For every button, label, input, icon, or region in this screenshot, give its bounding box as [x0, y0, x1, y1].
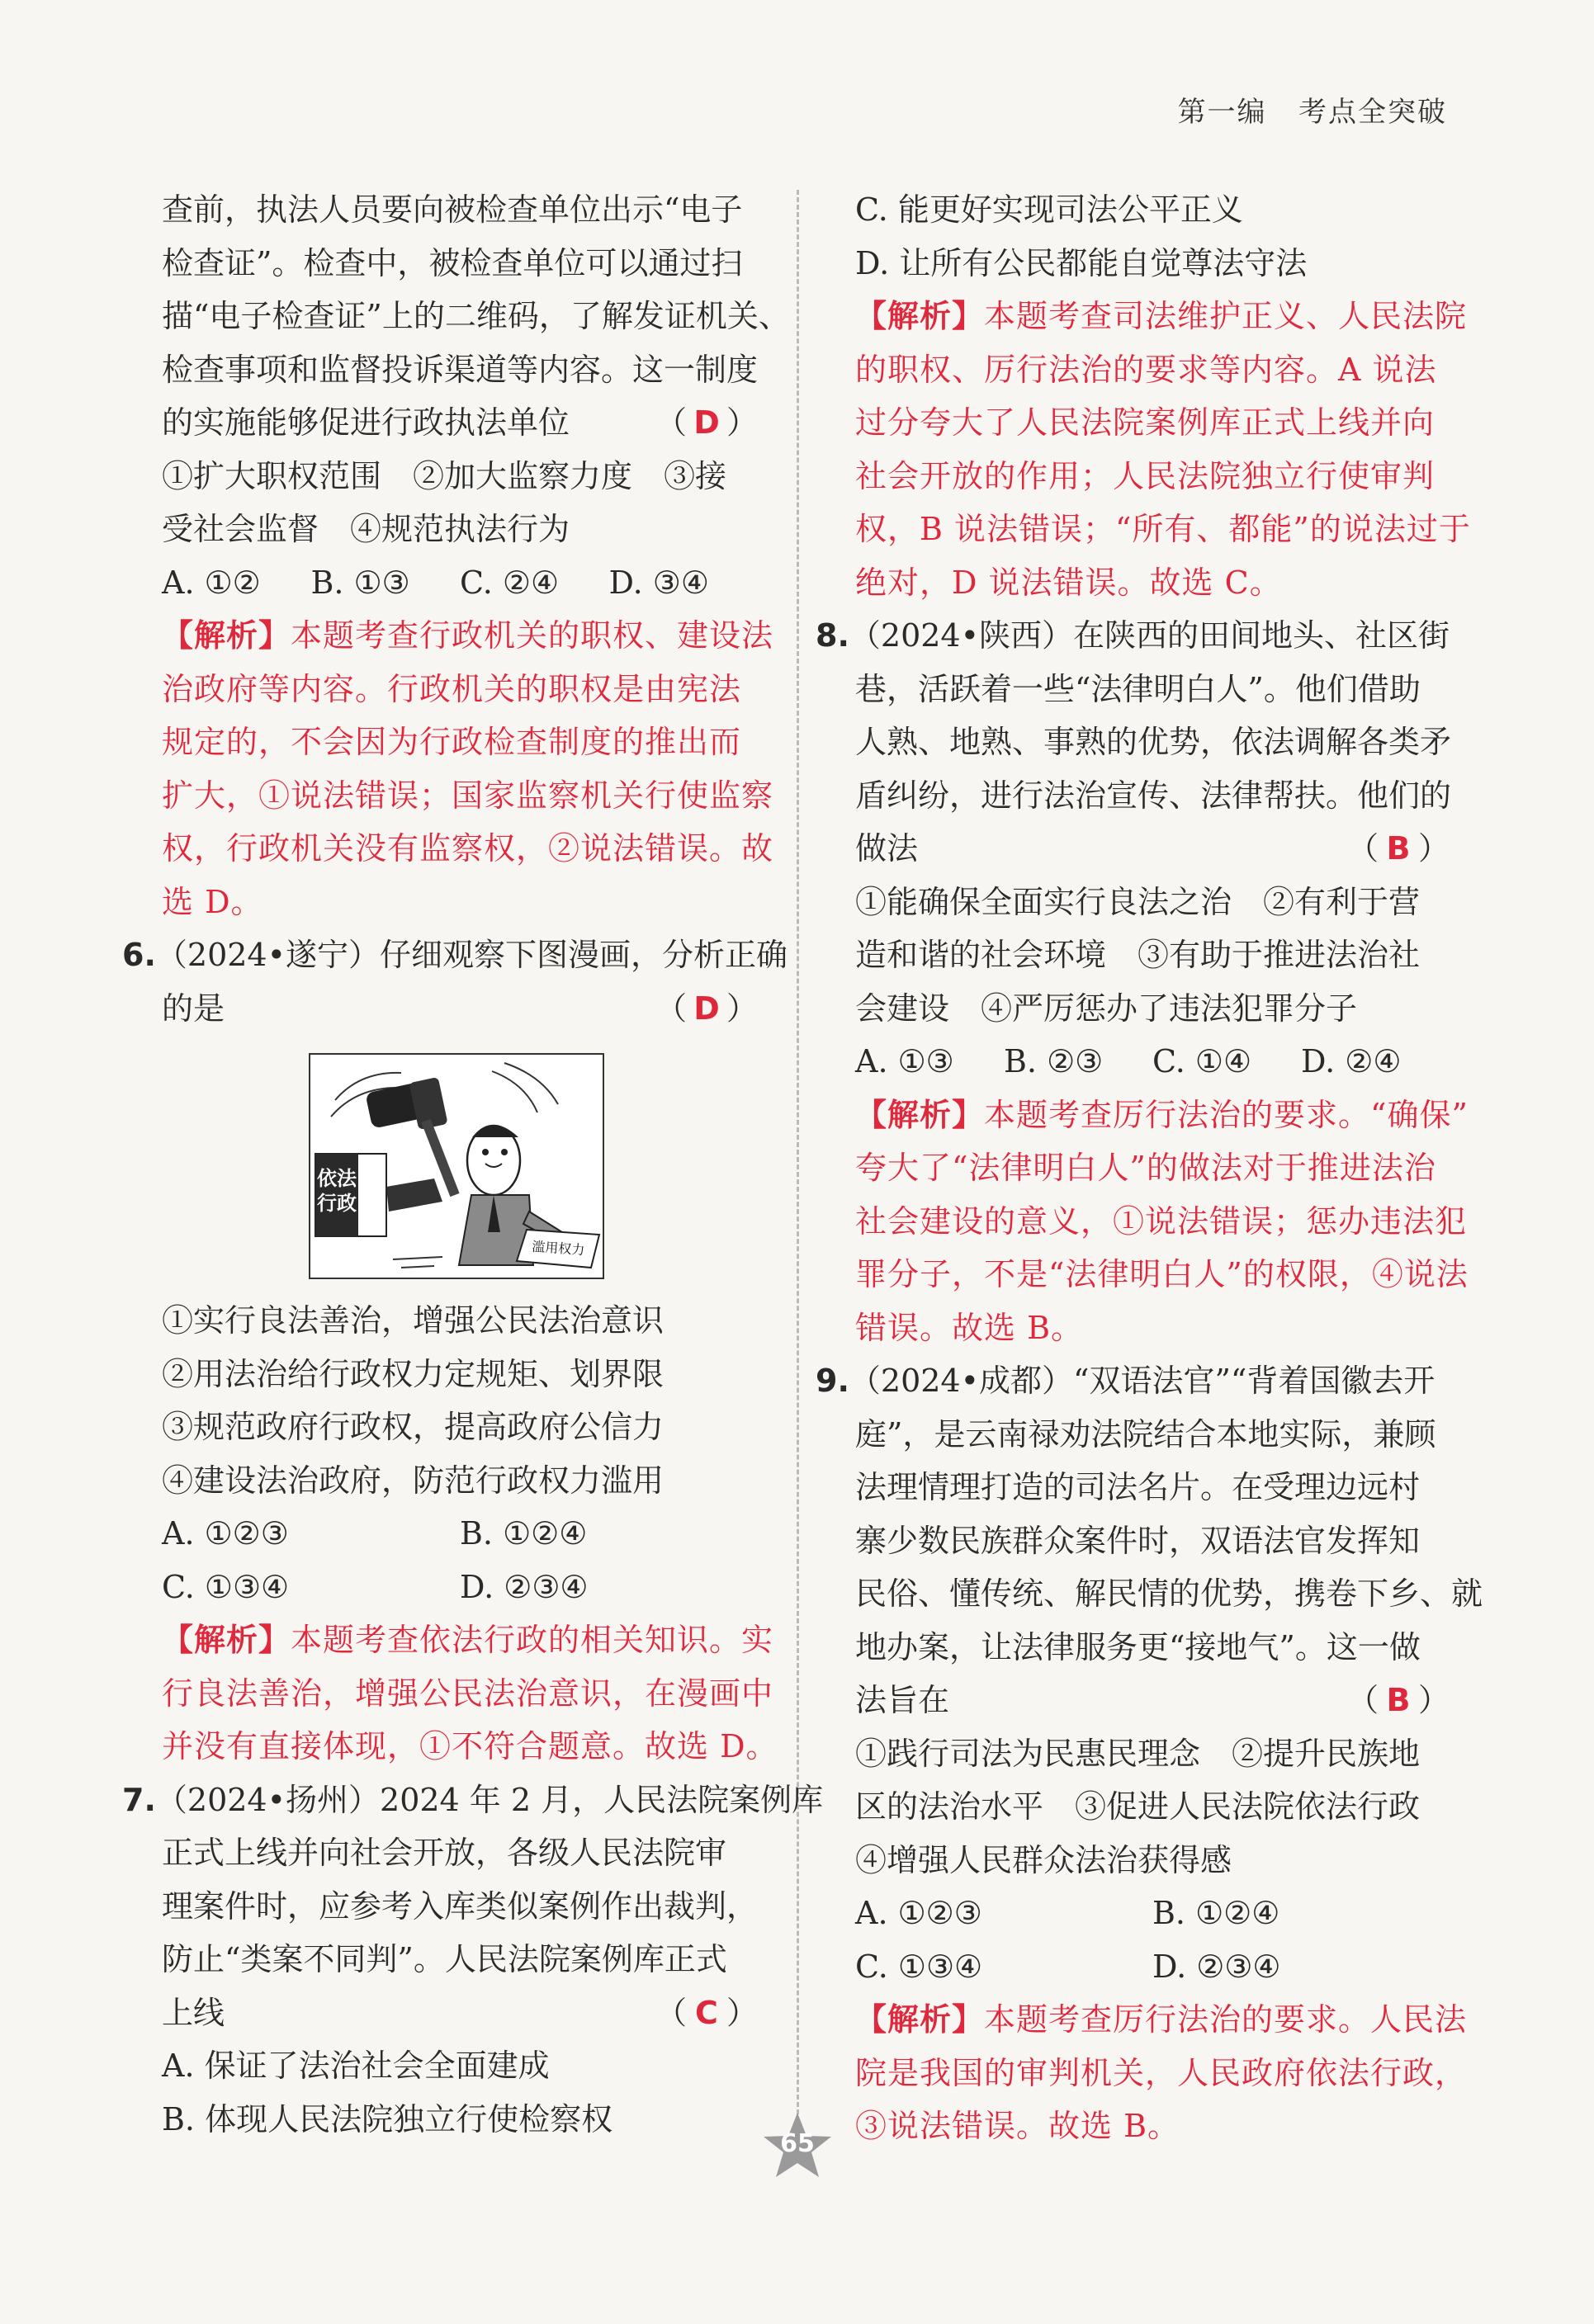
- analysis-line: 罪分子，不是“法律明白人”的权限，④说法: [855, 1256, 1469, 1292]
- text-line: 地办案，让法律服务更“接地气”。这一做: [855, 1628, 1421, 1665]
- analysis-line: 行良法善治，增强公民法治意识，在漫画中: [162, 1675, 774, 1712]
- question-stem: 7.（2024•扬州）2024 年 2 月，人民法院案例库: [122, 1781, 824, 1818]
- option-b: B. ①③: [310, 564, 410, 601]
- question-stem: 8.（2024•陕西）在陕西的田间地头、社区街: [816, 617, 1450, 654]
- page-number-badge: [760, 2109, 835, 2184]
- question-number: 8.: [816, 617, 849, 654]
- text-line: 理案件时，应参考入库类似案例作出裁判，: [162, 1887, 759, 1925]
- statement-line: ①扩大职权范围 ②加大监察力度 ③接: [162, 457, 727, 494]
- answer-bracket: （ B ）: [1347, 1674, 1450, 1727]
- question-number: 9.: [816, 1363, 849, 1399]
- analysis-line: 权，行政机关没有监察权，②说法错误。故: [162, 830, 774, 867]
- question-5-continued: [162, 183, 790, 928]
- question-source: （2024•陕西）: [849, 617, 1074, 654]
- analysis-line: 【解析】本题考查厉行法治的要求。人民法: [855, 2000, 1468, 2038]
- analysis-line: 社会建设的意义，①说法错误；惩办违法犯: [855, 1202, 1468, 1240]
- options-row: [855, 1887, 1450, 1940]
- text-line: 正式上线并向社会开放，各级人民法院审: [162, 1835, 727, 1871]
- option-c: C. ②④: [460, 564, 560, 601]
- header-title: 考点全突破: [1298, 96, 1447, 129]
- question-stem-end: 的是 （ D ）: [162, 982, 758, 1036]
- analysis-tag: 【解析】: [162, 616, 291, 654]
- analysis-line: 权，B 说法错误；“所有、都能”的说法过于: [855, 511, 1471, 547]
- right-column: [816, 183, 1483, 2153]
- analysis-line: ③说法错误。故选 B。: [855, 2108, 1180, 2144]
- options-row: [162, 556, 758, 610]
- answer-letter: D: [693, 990, 720, 1027]
- options-row: [162, 1561, 758, 1614]
- question-number: 7.: [122, 1781, 156, 1818]
- analysis-line: 规定的，不会因为行政检查制度的推出而: [162, 724, 742, 760]
- question-7-continued: [855, 183, 1471, 609]
- question-stem: 6.（2024•遂宁）仔细观察下图漫画，分析正确: [122, 937, 788, 973]
- statement-line: 造和谐的社会环境 ③有助于推进法治社: [855, 937, 1421, 973]
- analysis-tag: 【解析】: [855, 1095, 985, 1133]
- question-source: （2024•遂宁）: [155, 937, 381, 973]
- answer-letter: B: [1386, 830, 1411, 867]
- statement-line: ④建设法治政府，防范行政权力滥用: [162, 1462, 665, 1499]
- analysis-line: 绝对，D 说法错误。故选 C。: [855, 564, 1282, 601]
- cartoon-paper-label: 滥用权力: [531, 1238, 585, 1259]
- statement-line: ②用法治给行政权力定规矩、划界限: [162, 1355, 665, 1392]
- statement-line: ①践行司法为民惠民理念 ②提升民族地: [855, 1735, 1421, 1772]
- options-row: [162, 1507, 758, 1561]
- option-a: A. ①②③: [162, 1515, 289, 1552]
- analysis-line: 【解析】本题考查行政机关的职权、建设法: [162, 616, 774, 654]
- analysis-line: 并没有直接体现，①不符合题意。故选 D。: [162, 1728, 778, 1764]
- cartoon-sign-line-1: 依法: [317, 1167, 357, 1190]
- question-stem-end: 上线 （ C ）: [162, 1986, 758, 2040]
- option-c: C. ①③④: [855, 1948, 983, 1985]
- answer-letter: D: [693, 404, 720, 441]
- analysis-line: 过分夸大了人民法院案例库正式上线并向: [855, 404, 1436, 441]
- answer-letter: B: [1386, 1682, 1411, 1718]
- cartoon-image: [309, 1053, 604, 1279]
- options-row: [855, 1035, 1450, 1089]
- text-line: 巷，活跃着一些“法律明白人”。他们借助: [855, 670, 1421, 707]
- question-stem-end: 做法 （ B ）: [855, 822, 1450, 876]
- question-stem-end: 法旨在 （ B ）: [855, 1674, 1450, 1727]
- option-a: A. 保证了法治社会全面建成: [162, 2048, 550, 2084]
- text-line: 寨少数民族群众案件时，双语法官发挥知: [855, 1522, 1421, 1559]
- analysis-line: 夸大了“法律明白人”的做法对于推进法治: [855, 1150, 1436, 1186]
- option-c: C. ①④: [1152, 1043, 1252, 1079]
- question-number: 6.: [122, 937, 156, 973]
- option-b: B. ①②④: [460, 1515, 588, 1552]
- analysis-tag: 【解析】: [855, 2000, 985, 2038]
- analysis-tag: 【解析】: [855, 297, 985, 334]
- analysis-line: 【解析】本题考查依法行政的相关知识。实: [162, 1621, 774, 1658]
- page-number: 65: [780, 2129, 815, 2158]
- analysis-line: 扩大，①说法错误；国家监察机关行使监察: [162, 777, 774, 814]
- option-d: D. ③④: [608, 564, 709, 601]
- analysis-line: 的职权、厉行法治的要求等内容。A 说法: [855, 351, 1437, 388]
- answer-letter: C: [695, 1994, 718, 2031]
- question-8: [816, 609, 1469, 1354]
- analysis-line: 【解析】本题考查司法维护正义、人民法院: [855, 297, 1468, 334]
- option-a: A. ①③: [855, 1043, 954, 1079]
- statement-line: ④增强人民群众法治获得感: [855, 1841, 1232, 1878]
- answer-bracket: （ D ）: [655, 982, 758, 1036]
- statement-line: 受社会监督 ④规范执法行为: [162, 511, 570, 547]
- page-header: [1178, 89, 1447, 130]
- option-b: B. ②③: [1004, 1043, 1104, 1079]
- analysis-line: 选 D。: [162, 883, 263, 920]
- statement-line: ①实行良法善治，增强公民法治意识: [162, 1302, 665, 1339]
- text-line: 法理情理打造的司法名片。在受理边远村: [855, 1469, 1421, 1505]
- analysis-tag: 【解析】: [162, 1621, 291, 1658]
- question-source: （2024•扬州）: [155, 1781, 381, 1818]
- statement-line: 会建设 ④严厉惩办了违法犯罪分子: [855, 990, 1358, 1027]
- text-line: 描“电子检查证”上的二维码，了解发证机关、: [162, 298, 790, 334]
- option-d: D. ②③④: [1152, 1948, 1281, 1985]
- statement-line: ③规范政府行政权，提高政府公信力: [162, 1409, 665, 1445]
- text-line: 庭”，是云南禄劝法院结合本地实际，兼顾: [855, 1415, 1436, 1452]
- option-d: D. ②③④: [460, 1568, 589, 1605]
- text-line: 防止“类案不同判”。人民法院案例库正式: [162, 1941, 727, 1977]
- cartoon-sign-line-2: 行政: [317, 1192, 357, 1215]
- header-section: 第一编: [1177, 96, 1267, 129]
- text-line: 民俗、懂传统、解民情的优势，携卷下乡、就: [855, 1575, 1483, 1612]
- option-a: A. ①②: [162, 564, 261, 601]
- option-d: D. ②④: [1301, 1043, 1402, 1079]
- text-line: 查前，执法人员要向被检查单位出示“电子: [162, 191, 743, 228]
- question-9: [816, 1354, 1483, 2153]
- answer-bracket: （ C ）: [655, 1986, 758, 2040]
- question-6: [122, 928, 788, 1774]
- question-stem: 9.（2024•成都）“双语法官”“背着国徽去开: [816, 1363, 1436, 1399]
- analysis-line: 治政府等内容。行政机关的职权是由宪法: [162, 670, 742, 707]
- answer-bracket: （ D ）: [655, 396, 758, 450]
- text-line: 盾纠纷，进行法治宣传、法律帮扶。他们的: [855, 777, 1452, 814]
- analysis-line: 社会开放的作用；人民法院独立行使审判: [855, 457, 1436, 494]
- analysis-line: 错误。故选 B。: [855, 1309, 1084, 1346]
- options-row: [855, 1940, 1450, 1994]
- option-a: A. ①②③: [855, 1895, 982, 1931]
- question-stem-end: 的实施能够促进行政执法单位 （ D ）: [162, 396, 758, 450]
- statement-line: 区的法治水平 ③促进人民法院依法行政: [855, 1788, 1421, 1825]
- answer-bracket: （ B ）: [1347, 822, 1450, 876]
- analysis-line: 【解析】本题考查厉行法治的要求。“确保”: [855, 1095, 1469, 1133]
- option-b: B. 体现人民法院独立行使检察权: [162, 2100, 613, 2137]
- option-b: B. ①②④: [1152, 1895, 1280, 1931]
- question-source: （2024•成都）: [849, 1363, 1074, 1399]
- option-c: C. 能更好实现司法公平正义: [855, 191, 1243, 228]
- analysis-line: 院是我国的审判机关，人民政府依法行政，: [855, 2054, 1468, 2091]
- statement-line: ①能确保全面实行良法之治 ②有利于营: [855, 883, 1421, 920]
- text-line: 检查证”。检查中，被检查单位可以通过扫: [162, 244, 743, 281]
- column-divider: [797, 190, 799, 2129]
- option-c: C. ①③④: [162, 1568, 290, 1605]
- text-line: 人熟、地熟、事熟的优势，依法调解各类矛: [855, 724, 1452, 760]
- option-d: D. 让所有公民都能自觉尊法守法: [855, 244, 1308, 281]
- text-line: 检查事项和监督投诉渠道等内容。这一制度: [162, 351, 759, 388]
